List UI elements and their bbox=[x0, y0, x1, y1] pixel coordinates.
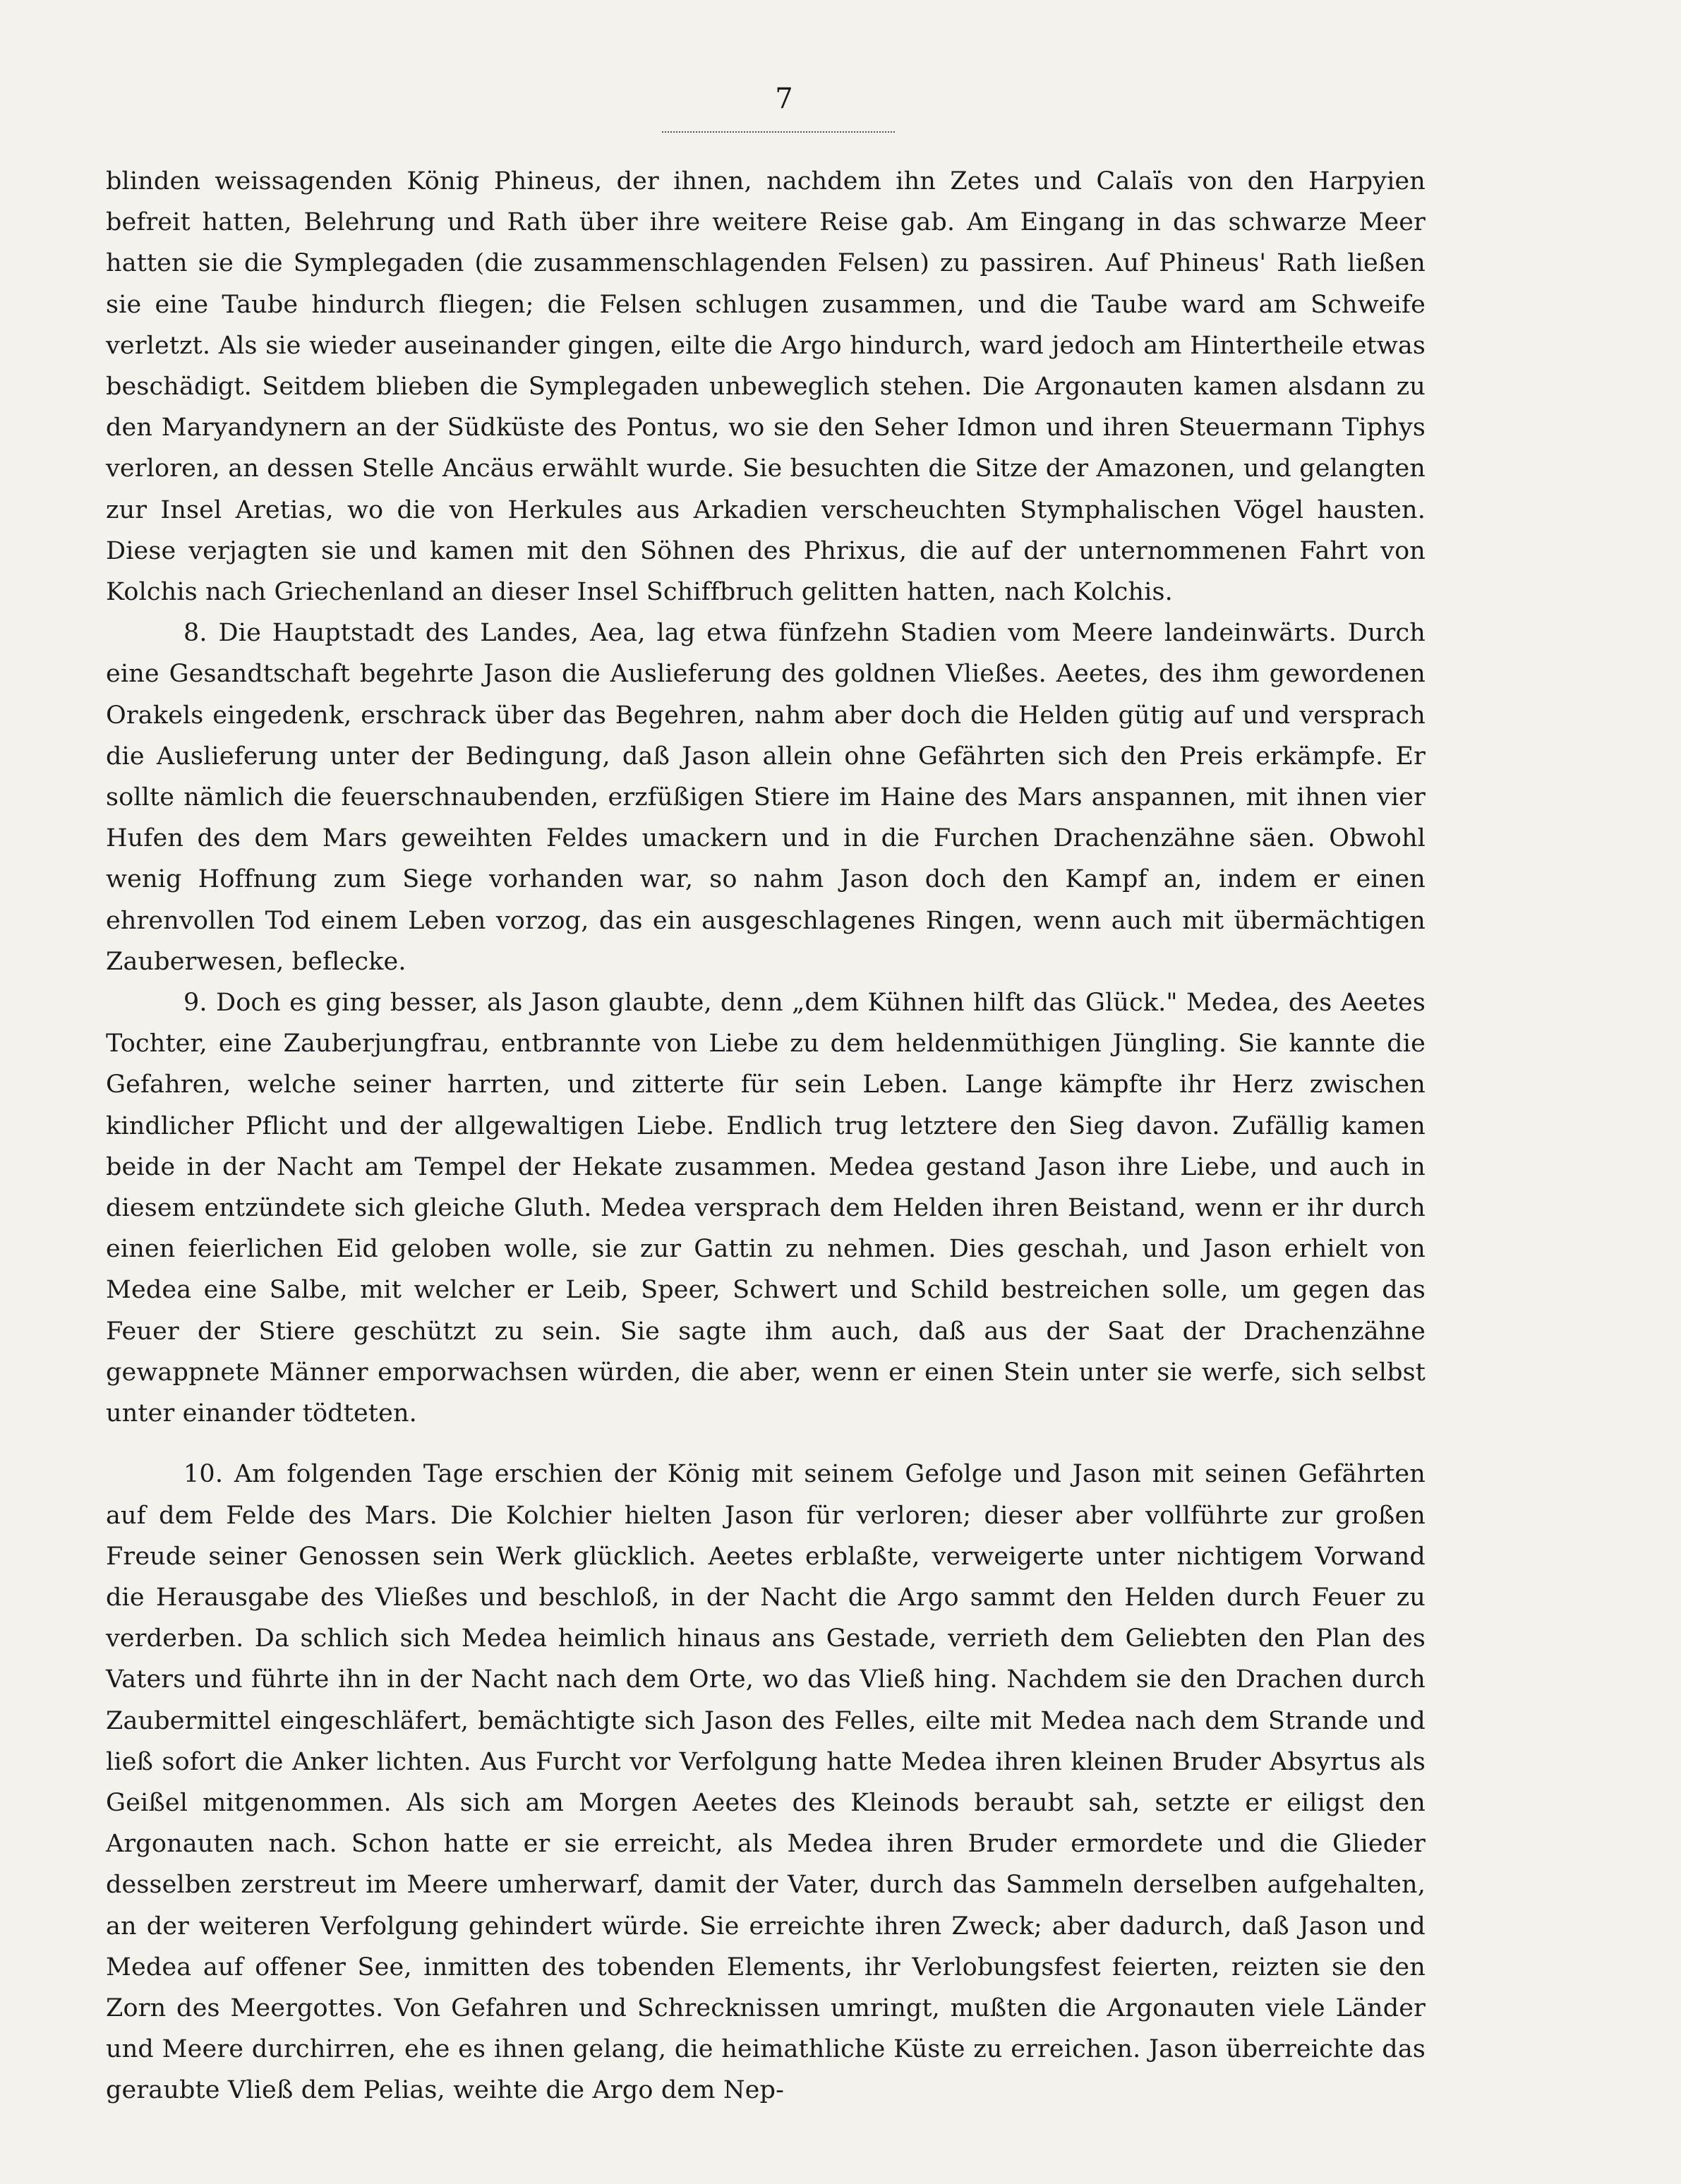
paragraph-9: 9. Doch es ging besser, als Jason glaubte, denn „dem Kühnen hilft das Glück." Medea, des Aeetes Tochter, eine Zauberjungfrau, entbrannte von Liebe zu dem heldenmüthigen Jüngling. Sie kannte die Gefahren, welche seiner harrten, und zitterte für sein Leben. Lange kämpfte ihr Herz zwischen kindlicher Pflicht und der allgewaltigen Liebe. Endlich trug letztere den Sieg davon. Zufällig kamen beide in der Nacht am Tempel der Hekate zusammen. Medea gestand Jason ihre Liebe, und auch in diesem entzündete sich gleiche Gluth. Medea versprach dem Helden ihren Beistand, wenn er ihr durch einen feierlichen Eid geloben wolle, sie zur Gattin zu nehmen. Dies geschah, und Jason erhielt von Medea eine Salbe, mit welcher er Leib, Speer, Schwert und Schild bestreichen solle, um gegen das Feuer der Stiere geschützt zu sein. Sie sagte ihm auch, daß aus der Saat der Drachenzähne gewappnete Männer emporwachsen würden, die aber, wenn er einen Stein unter sie werfe, sich selbst unter einander tödteten. bbox=[106, 989, 1426, 1428]
header-ornament-rule bbox=[662, 124, 895, 133]
paragraph-continued: blinden weissagenden König Phineus, der ihnen, nachdem ihn Zetes und Calaïs von den Harpyien befreit hatten, Belehrung und Rath über ihre weitere Reise gab. Am Eingang in das schwarze Meer hatten sie die Symplegaden (die zusammenschlagenden Felsen) zu passiren. Auf Phineus' Rath ließen sie eine Taube hindurch fliegen; die Felsen schlugen zusammen, und die Taube ward am Schweife verletzt. Als sie wieder auseinander gingen, eilte die Argo hindurch, ward jedoch am Hintertheile etwas beschädigt. Seitdem blieben die Symplegaden unbeweglich stehen. Die Argonauten kamen alsdann zu den Maryandynern an der Südküste des Pontus, wo sie den Seher Idmon und ihren Steuermann Tiphys verloren, an dessen Stelle Ancäus erwählt wurde. Sie besuchten die Sitze der Amazonen, und gelangten zur Insel Aretias, wo die von Herkules aus Arkadien verscheuchten Stymphalischen Vögel hausten. Diese verjagten sie und kamen mit den Söhnen des Phrixus, die auf der unternommenen Fahrt von Kolchis nach Griechenland an dieser Insel Schiffbruch gelitten hatten, nach Kolchis. bbox=[106, 167, 1426, 607]
page-number: 7 bbox=[775, 83, 793, 115]
body-text bbox=[106, 161, 1426, 2111]
paragraph-8: 8. Die Hauptstadt des Landes, Aea, lag etwa fünfzehn Stadien vom Meere landeinwärts. Durch eine Gesandtschaft begehrte Jason die Auslieferung des goldnen Vließes. Aeetes, des ihm gewordenen Orakels eingedenk, erschrack über das Begehren, nahm aber doch die Helden gütig auf und versprach die Auslieferung unter der Bedingung, daß Jason allein ohne Gefährten sich den Preis erkämpfe. Er sollte nämlich die feuerschnaubenden, erzfüßigen Stiere im Haine des Mars anspannen, mit ihnen vier Hufen des dem Mars geweihten Feldes umackern und in die Furchen Drachenzähne säen. Obwohl wenig Hoffnung zum Siege vorhanden war, so nahm Jason doch den Kampf an, indem er einen ehrenvollen Tod einem Leben vorzog, das ein ausgeschlagenes Ringen, wenn auch mit übermächtigen Zauberwesen, beflecke. bbox=[106, 619, 1426, 976]
paragraph-10: 10. Am folgenden Tage erschien der König mit seinem Gefolge und Jason mit seinen Gefährten auf dem Felde des Mars. Die Kolchier hielten Jason für verloren; dieser aber vollführte zur großen Freude seiner Genossen sein Werk glücklich. Aeetes erblaßte, verweigerte unter nichtigem Vorwand die Herausgabe des Vließes und beschloß, in der Nacht die Argo sammt den Helden durch Feuer zu verderben. Da schlich sich Medea heimlich hinaus ans Gestade, verrieth dem Geliebten den Plan des Vaters und führte ihn in der Nacht nach dem Orte, wo das Vließ hing. Nachdem sie den Drachen durch Zaubermittel eingeschläfert, bemächtigte sich Jason des Felles, eilte mit Medea nach dem Strande und ließ sofort die Anker lichten. Aus Furcht vor Verfolgung hatte Medea ihren kleinen Bruder Absyrtus als Geißel mitgenommen. Als sich am Morgen Aeetes des Kleinods beraubt sah, setzte er eiligst den Argonauten nach. Schon hatte er sie erreicht, als Medea ihren Bruder ermordete und die Glieder desselben zerstreut im Meere umherwarf, damit der Vater, durch das Sammeln derselben aufgehalten, an der weiteren Verfolgung gehindert würde. Sie erreichte ihren Zweck; aber dadurch, daß Jason und Medea auf offener See, inmitten des tobenden Elements, ihr Verlobungsfest feierten, reizten sie den Zorn des Meergottes. Von Gefahren und Schrecknissen umringt, mußten die Argonauten viele Länder und Meere durchirren, ehe es ihnen gelang, die heimathliche Küste zu erreichen. Jason überreichte das geraubte Vließ dem Pelias, weihte die Argo dem Nep- bbox=[106, 1460, 1426, 2105]
